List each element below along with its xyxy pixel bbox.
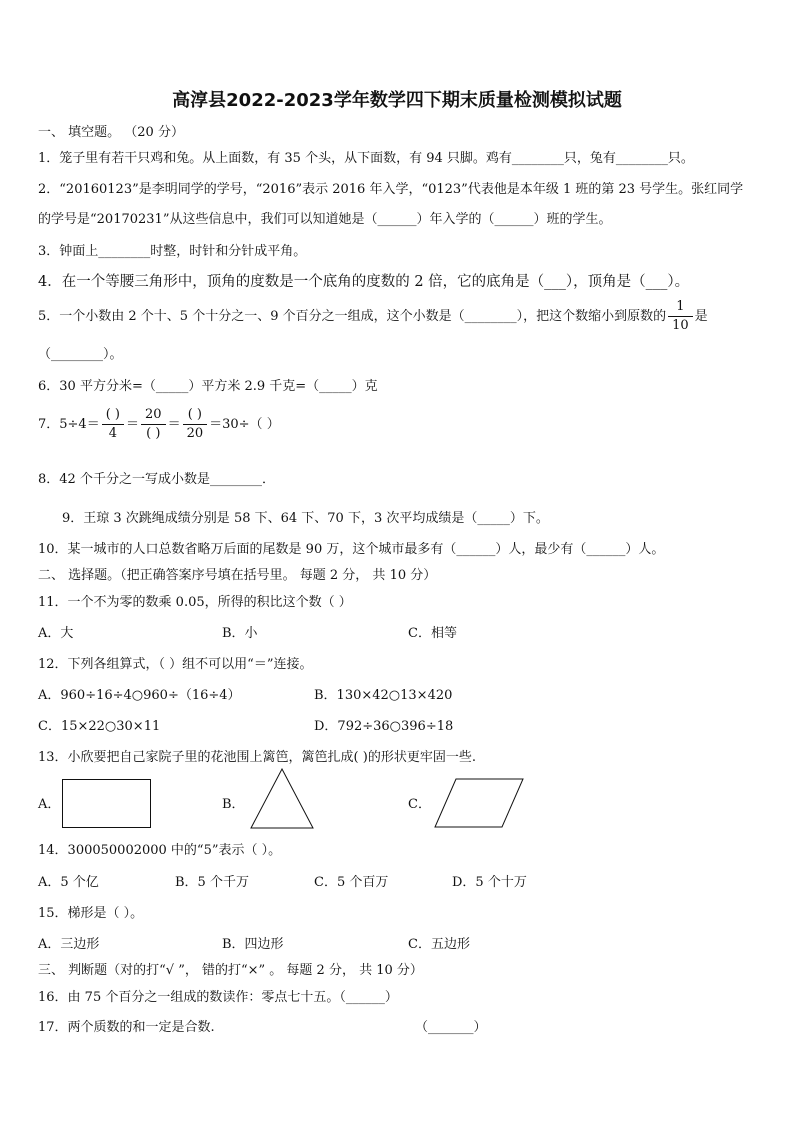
question-2-line1: 2．“20160123”是李明同学的学号，“2016”表示 2016 年入学，“0123”代表他是本年级 1 班的第 23 号学生。张红同学 bbox=[38, 182, 744, 197]
fraction-3-numerator: ( ) bbox=[183, 406, 208, 425]
q15-option-a: A．三边形 bbox=[38, 937, 100, 952]
question-8: 8．42 个千分之一写成小数是________． bbox=[38, 472, 275, 487]
page-title: 高淳县2022-2023学年数学四下期末质量检测模拟试题 bbox=[172, 90, 622, 111]
q13-option-c: C． bbox=[408, 797, 431, 812]
q12-option-a: A．960÷16÷4○960÷（16÷4） bbox=[38, 688, 241, 703]
question-4: 4．在一个等腰三角形中，顶角的度数是一个底角的度数的 2 倍，它的底角是（___），顶角是（___）。 bbox=[38, 274, 690, 290]
fraction-1-numerator: ( ) bbox=[102, 406, 124, 425]
q12-option-d: D．792÷36○396÷18 bbox=[314, 719, 454, 734]
section-heading-judgement: 三、 判断题（对的打“√ ”， 错的打“×” 。 每题 2 分， 共 10 分） bbox=[38, 963, 423, 978]
q11-option-c: C．相等 bbox=[408, 626, 457, 641]
q12-option-b: B．130×42○13×420 bbox=[314, 688, 453, 703]
question-10: 10．某一城市的人口总数省略万后面的尾数是 90 万，这个城市最多有（______）人，最少有（______）人。 bbox=[38, 542, 665, 557]
fraction-one-tenth bbox=[668, 298, 693, 335]
question-16: 16．由 75 个百分之一组成的数读作：零点七十五。（______） bbox=[38, 990, 398, 1005]
q13-option-b: B． bbox=[222, 797, 245, 812]
fraction-2-numerator: 20 bbox=[141, 406, 166, 425]
question-7 bbox=[38, 406, 280, 443]
question-13: 13．小欣要把自己家院子里的花池围上篱笆，篱笆扎成( )的形状更牢固一些. bbox=[38, 750, 476, 765]
q14-option-d: D．5 个十万 bbox=[452, 875, 527, 890]
q15-option-b: B．四边形 bbox=[222, 937, 284, 952]
question-5-tail: 是 bbox=[694, 309, 708, 324]
question-11: 11．一个不为零的数乘 0.05，所得的积比这个数（ ） bbox=[38, 595, 352, 610]
question-12: 12．下列各组算式，（ ）组不可以用“＝”连接。 bbox=[38, 657, 313, 672]
fraction-2-denominator: ( ) bbox=[146, 426, 161, 441]
fraction-1 bbox=[102, 406, 124, 443]
question-15: 15．梯形是（ ）。 bbox=[38, 906, 144, 921]
rectangle-figure bbox=[62, 779, 152, 829]
question-7-label: 7．5÷4＝ bbox=[38, 417, 100, 432]
q11-option-b: B．小 bbox=[222, 626, 258, 641]
question-5-line1 bbox=[38, 298, 708, 335]
question-5-text: 5．一个小数由 2 个十、5 个十分之一、9 个百分之一组成，这个小数是（________），把这个数缩小到原数的 bbox=[38, 309, 667, 324]
fraction-3 bbox=[183, 406, 208, 443]
question-6: 6．30 平方分米=（_____）平方米 2.9 千克=（_____）克 bbox=[38, 379, 378, 394]
question-9: 9．王琼 3 次跳绳成绩分别是 58 下、64 下、70 下，3 次平均成绩是（_____）下。 bbox=[62, 511, 549, 526]
q14-option-a: A．5 个亿 bbox=[38, 875, 99, 890]
question-2-line2: 的学号是“20170231”从这些信息中，我们可以知道她是（______）年入学的（______）班的学生。 bbox=[38, 212, 612, 227]
question-7-tail: ＝30÷（ ） bbox=[209, 417, 280, 432]
equals-sign: ＝ bbox=[126, 417, 140, 432]
section-heading-fill-blank: 一、 填空题。 （20 分） bbox=[38, 125, 184, 140]
q17-answer-blank: （_______） bbox=[415, 1020, 487, 1035]
q14-option-c: C．5 个百万 bbox=[314, 875, 389, 890]
q14-option-b: B．5 个千万 bbox=[175, 875, 249, 890]
fraction-3-denominator: 20 bbox=[186, 426, 204, 441]
fraction-1-denominator: 4 bbox=[108, 426, 117, 441]
section-heading-choice: 二、 选择题。（把正确答案序号填在括号里。 每题 2 分， 共 10 分） bbox=[38, 568, 437, 583]
fraction-2 bbox=[141, 406, 166, 443]
q15-option-c: C．五边形 bbox=[408, 937, 470, 952]
question-1: 1．笼子里有若干只鸡和兔。从上面数，有 35 个头，从下面数，有 94 只脚。鸡有________只，兔有________只。 bbox=[38, 151, 694, 166]
question-14: 14．300050002000 中的“5”表示（ ）。 bbox=[38, 843, 282, 858]
question-5-line2: （________）。 bbox=[38, 347, 123, 362]
question-17: 17．两个质数的和一定是合数. bbox=[38, 1020, 215, 1035]
triangle-figure bbox=[250, 768, 314, 829]
equals-sign: ＝ bbox=[167, 417, 181, 432]
q12-option-c: C．15×22○30×11 bbox=[38, 719, 161, 734]
question-3: 3．钟面上________时整，时针和分针成平角。 bbox=[38, 244, 307, 259]
q11-option-a: A．大 bbox=[38, 626, 74, 641]
parallelogram-figure bbox=[434, 778, 524, 828]
fraction-denominator: 10 bbox=[672, 318, 689, 333]
fraction-numerator: 1 bbox=[668, 298, 693, 317]
q13-option-a: A． bbox=[38, 797, 61, 812]
